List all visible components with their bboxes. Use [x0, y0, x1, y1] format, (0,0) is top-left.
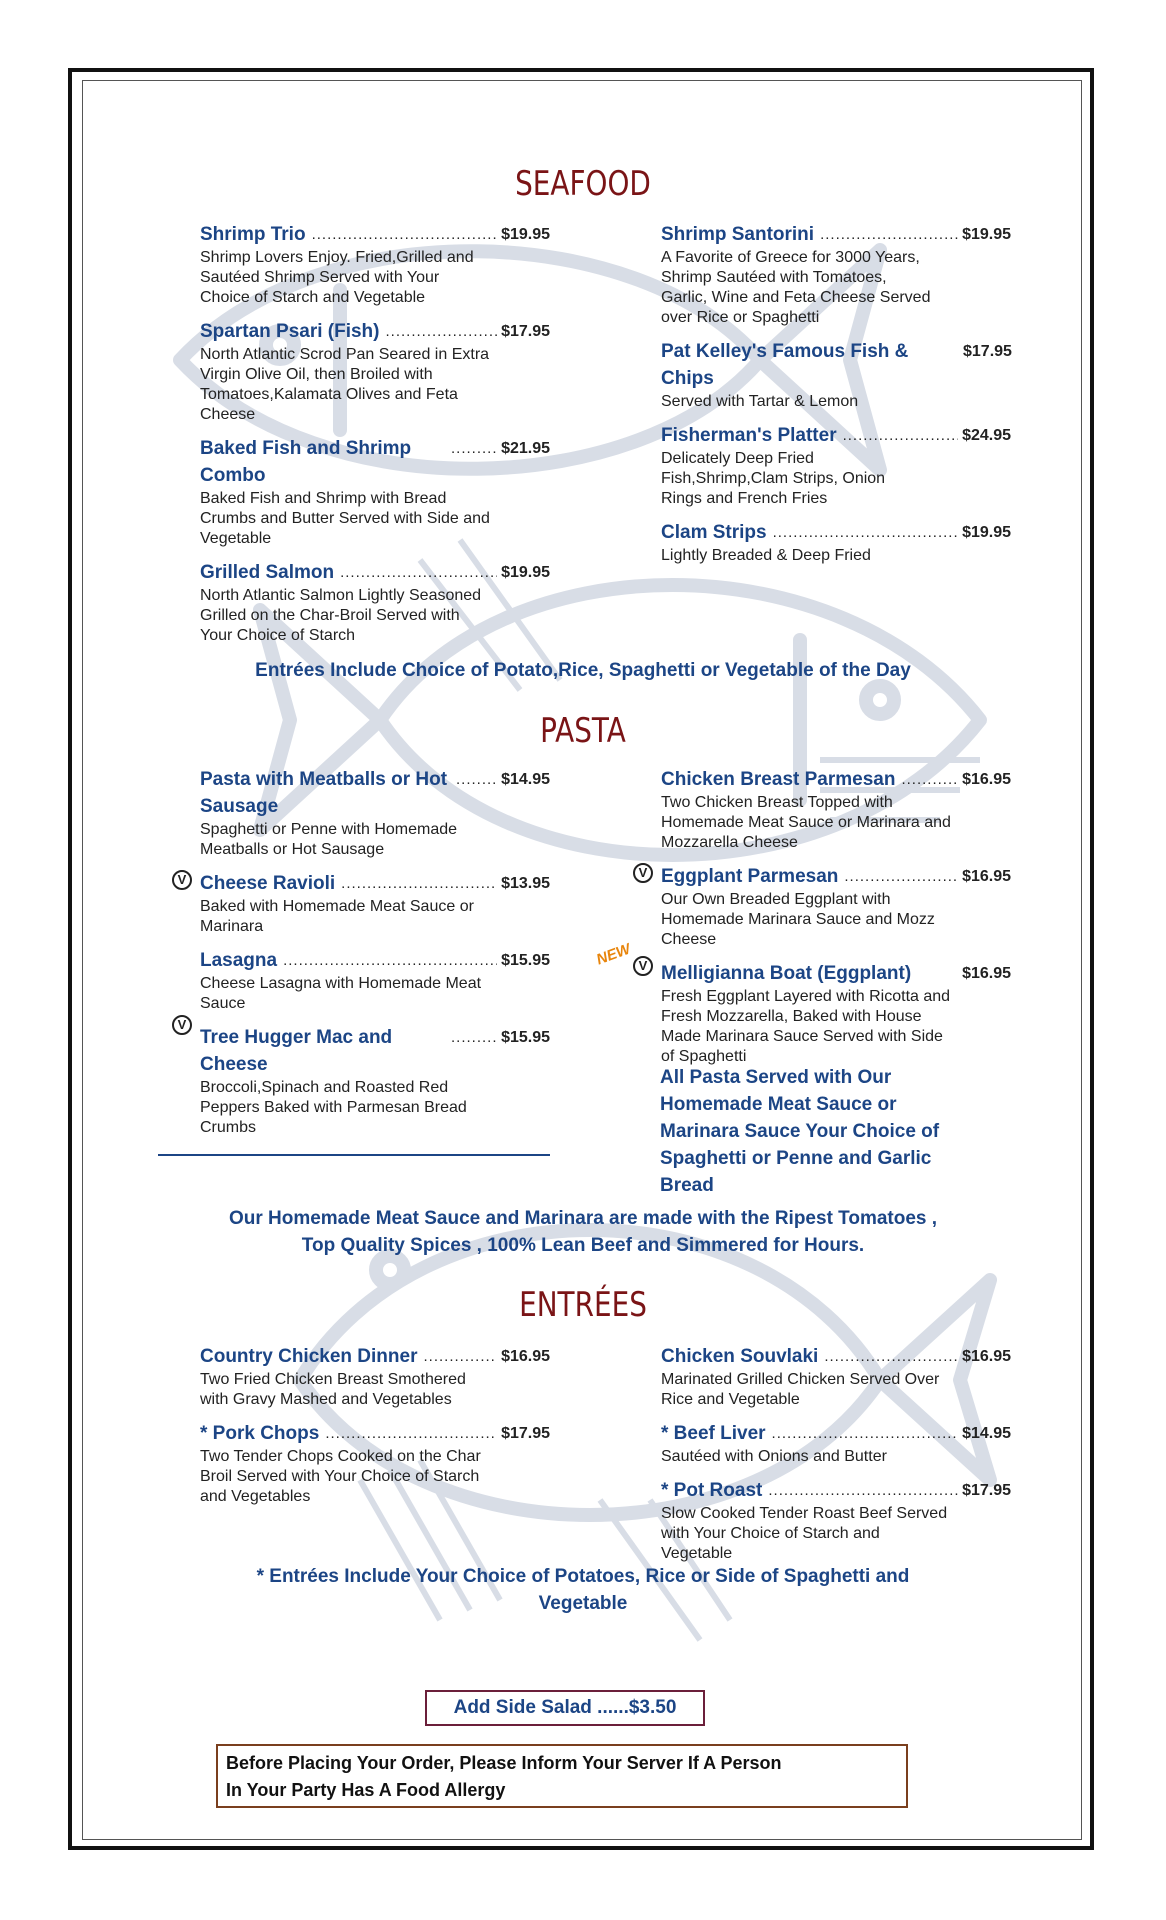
pasta-divider: [158, 1154, 550, 1156]
item-price: $16.95: [962, 868, 1011, 885]
menu-item: [661, 221, 1011, 328]
menu-item: [661, 766, 1011, 853]
item-price: $24.95: [962, 427, 1011, 444]
leader-dots: [456, 766, 497, 793]
menu-item: [200, 221, 550, 308]
item-price: $16.95: [962, 771, 1011, 788]
seafood-right-column: [661, 221, 1011, 576]
item-price: $13.95: [501, 875, 550, 892]
pasta-left-column: [200, 766, 550, 1148]
item-description: Delicately Deep Fried Fish,Shrimp,Clam Strips, Onion Rings and French Fries: [661, 450, 886, 507]
item-description: A Favorite of Greece for 3000 Years, Shrimp Sautéed with Tomatoes, Garlic, Wine and Feta Cheese Served over Rice or Spaghetti: [661, 249, 931, 326]
item-description: Slow Cooked Tender Roast Beef Served with Your Choice of Starch and Vegetable: [661, 1505, 948, 1562]
item-description: North Atlantic Scrod Pan Seared in Extra Virgin Olive Oil, then Broiled with Tomatoes,Kalamata Olives and Feta Cheese: [200, 346, 490, 423]
item-name: Eggplant Parmesan: [661, 866, 839, 887]
item-name: Chicken Souvlaki: [661, 1346, 819, 1367]
sauce-note-line-1: Our Homemade Meat Sauce and Marinara are made with the Ripest Tomatoes ,: [228, 1208, 938, 1229]
leader-dots: [901, 766, 958, 793]
allergy-line-1: Before Placing Your Order, Please Inform Your Server If A Person: [226, 1753, 782, 1773]
item-description: Two Chicken Breast Topped with Homemade Meat Sauce or Marinara and Mozzarella Cheese: [661, 794, 951, 851]
item-name: Shrimp Santorini: [661, 224, 815, 245]
item-description: Broccoli,Spinach and Roasted Red Peppers Baked with Parmesan Bread Crumbs: [200, 1079, 467, 1136]
item-name: * Pork Chops: [200, 1423, 320, 1444]
item-description: Marinated Grilled Chicken Served Over Rice and Vegetable: [661, 1371, 940, 1408]
item-description: Cheese Lasagna with Homemade Meat Sauce: [200, 975, 482, 1012]
item-price: $15.95: [501, 1029, 550, 1046]
leader-dots: [312, 221, 497, 248]
item-price: $21.95: [501, 440, 550, 457]
vegetarian-icon: V: [172, 1015, 192, 1035]
item-description: Lightly Breaded & Deep Fried: [661, 547, 871, 564]
menu-item: [200, 1343, 550, 1410]
item-name: Melligianna Boat (Eggplant): [661, 963, 912, 984]
leader-dots: [451, 435, 497, 462]
item-description: Our Own Breaded Eggplant with Homemade Marinara Sauce and Mozz Cheese: [661, 891, 935, 948]
menu-item: [200, 318, 550, 425]
menu-item: [661, 1420, 1011, 1467]
side-salad-box: Add Side Salad ......$3.50: [425, 1690, 705, 1726]
seafood-left-column: [200, 221, 550, 656]
item-name: Cheese Ravioli: [200, 873, 336, 894]
item-name: Chicken Breast Parmesan: [661, 769, 896, 790]
item-name: Clam Strips: [661, 522, 767, 543]
item-description: Two Fried Chicken Breast Smothered with Gravy Mashed and Vegetables: [200, 1371, 466, 1408]
item-name: Shrimp Trio: [200, 224, 306, 245]
leader-dots: [451, 1024, 497, 1051]
menu-item: [200, 435, 550, 549]
item-description: North Atlantic Salmon Lightly Seasoned Grilled on the Char-Broil Served with Your Choice of Starch: [200, 587, 482, 644]
item-price: $17.95: [963, 343, 1012, 360]
leader-dots: [386, 318, 498, 345]
pasta-right-column: [661, 766, 1011, 1077]
section-title-entrees: ENTRÉES: [519, 1285, 647, 1325]
leader-dots: [341, 870, 497, 897]
item-description: Sautéed with Onions and Butter: [661, 1448, 887, 1465]
menu-item: [200, 766, 550, 860]
leader-dots: [843, 422, 958, 449]
entrees-note-line-2: Vegetable: [538, 1593, 628, 1614]
item-name: Baked Fish and Shrimp Combo: [200, 438, 412, 486]
item-price: $16.95: [501, 1348, 550, 1365]
menu-item: [661, 422, 1011, 509]
menu-item: [661, 863, 1011, 950]
menu-item: [661, 1477, 1011, 1564]
item-description: Two Tender Chops Cooked on the Char Broil Served with Your Choice of Starch and Vegetables: [200, 1448, 481, 1505]
allergy-notice: [216, 1744, 908, 1808]
item-price: $19.95: [962, 524, 1011, 541]
item-name: Lasagna: [200, 950, 278, 971]
vegetarian-icon: V: [633, 956, 653, 976]
item-name: Country Chicken Dinner: [200, 1346, 418, 1367]
item-description: Served with Tartar & Lemon: [661, 393, 859, 410]
sauce-note-line-2: Top Quality Spices , 100% Lean Beef and Simmered for Hours.: [301, 1235, 865, 1256]
leader-dots: [325, 1420, 497, 1447]
vegetarian-icon: V: [633, 863, 653, 883]
menu-item: [661, 519, 1011, 566]
item-name: * Pot Roast: [661, 1480, 763, 1501]
item-description: Baked Fish and Shrimp with Bread Crumbs and Butter Served with Side and Vegetable: [200, 490, 490, 547]
leader-dots: [423, 1343, 497, 1370]
menu-item: [200, 1024, 550, 1138]
item-name: Pasta with Meatballs or Hot Sausage: [200, 769, 448, 817]
menu-item: [661, 960, 1011, 1067]
item-price: $19.95: [501, 564, 550, 581]
leader-dots: [768, 1477, 958, 1504]
leader-dots: [340, 559, 497, 586]
item-name: Fisherman's Platter: [661, 425, 837, 446]
allergy-line-2: In Your Party Has A Food Allergy: [226, 1780, 506, 1800]
item-price: $14.95: [962, 1425, 1011, 1442]
item-description: Shrimp Lovers Enjoy. Fried,Grilled and Sautéed Shrimp Served with Your Choice of Starch and Vegetable: [200, 249, 474, 306]
item-name: Grilled Salmon: [200, 562, 335, 583]
item-price: $19.95: [501, 226, 550, 243]
item-name: Tree Hugger Mac and Cheese: [200, 1027, 393, 1075]
item-name: Pat Kelley's Famous Fish & Chips: [661, 341, 909, 389]
menu-item: [200, 870, 550, 937]
item-name: * Beef Liver: [661, 1423, 766, 1444]
leader-dots: [824, 1343, 958, 1370]
leader-dots: [844, 863, 958, 890]
seafood-note: Entrées Include Choice of Potato,Rice, Spaghetti or Vegetable of the Day: [255, 660, 911, 681]
leader-dots: [773, 519, 958, 546]
item-description: Spaghetti or Penne with Homemade Meatballs or Hot Sausage: [200, 821, 458, 858]
leader-dots: [283, 947, 497, 974]
item-price: $17.95: [962, 1482, 1011, 1499]
item-price: $17.95: [501, 323, 550, 340]
section-title-pasta: PASTA: [540, 711, 626, 751]
entrees-right-column: [661, 1343, 1011, 1574]
item-price: $15.95: [501, 952, 550, 969]
item-price: $19.95: [962, 226, 1011, 243]
pasta-served-note: All Pasta Served with Our Homemade Meat Sauce or Marinara Sauce Your Choice of Spaghetti or Penne and Garlic Bread: [660, 1067, 940, 1196]
item-description: Baked with Homemade Meat Sauce or Marinara: [200, 898, 474, 935]
item-price: $14.95: [501, 771, 550, 788]
item-description: Fresh Eggplant Layered with Ricotta and Fresh Mozzarella, Baked with House Made Marinara Sauce Served with Side of Spaghetti: [661, 988, 951, 1065]
item-price: $17.95: [501, 1425, 550, 1442]
item-name: Spartan Psari (Fish): [200, 321, 380, 342]
item-price: $16.95: [962, 1348, 1011, 1365]
menu-item: [200, 559, 550, 646]
vegetarian-icon: V: [172, 870, 192, 890]
menu-item: [200, 947, 550, 1014]
leader-dots: [772, 1420, 959, 1447]
item-price: $16.95: [962, 965, 1011, 982]
new-badge: NEW: [594, 940, 633, 969]
leader-dots: [820, 221, 958, 248]
menu-item: [661, 338, 1011, 412]
entrees-left-column: [200, 1343, 550, 1517]
menu-item: [200, 1420, 550, 1507]
section-title-seafood: SEAFOOD: [515, 164, 651, 204]
menu-item: [661, 1343, 1011, 1410]
entrees-note-line-1: * Entrées Include Your Choice of Potatoes, Rice or Side of Spaghetti and: [256, 1566, 910, 1587]
